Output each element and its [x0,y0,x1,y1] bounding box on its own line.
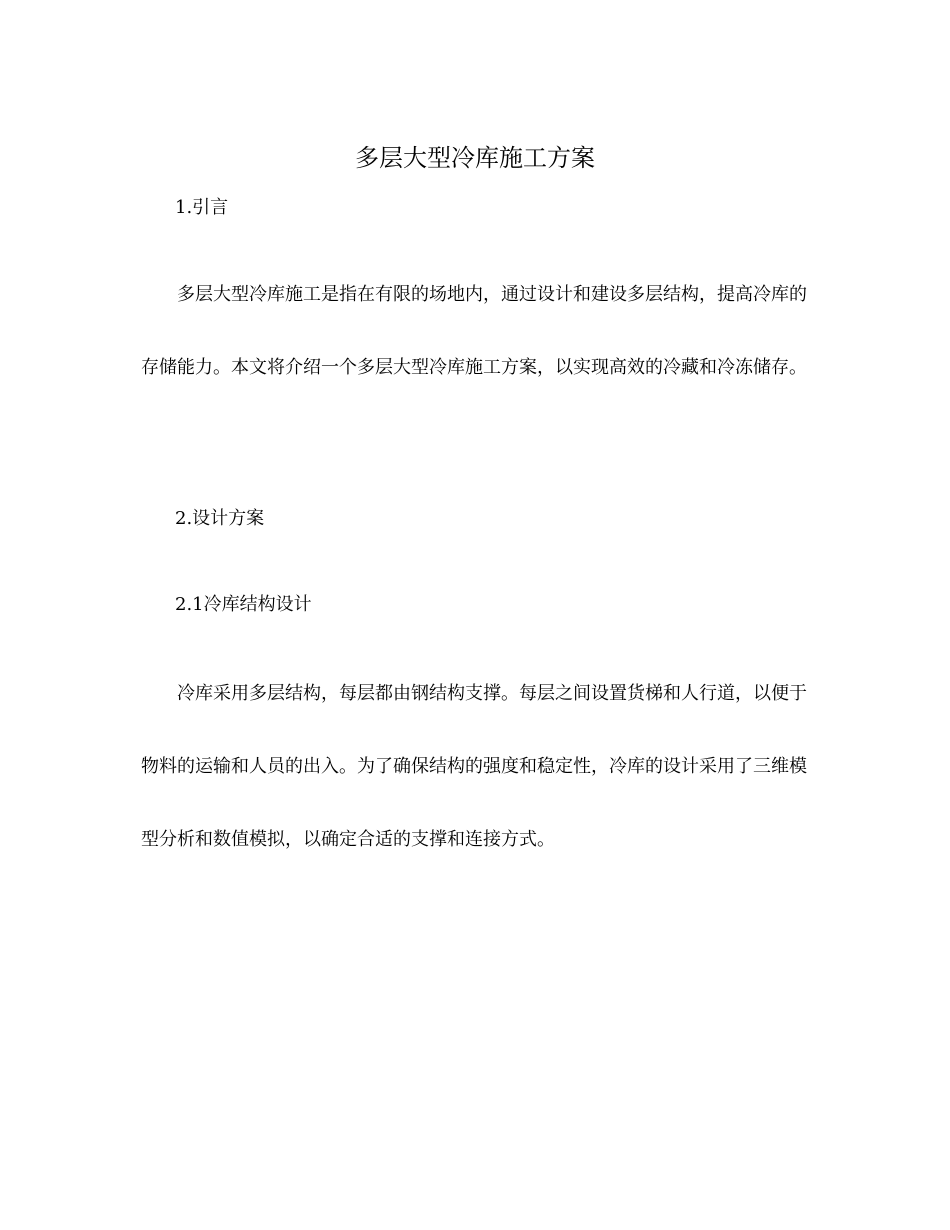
section-2-heading: 2.设计方案 [175,508,265,529]
document-title: 多层大型冷库施工方案 [355,144,595,172]
section-2-1-paragraph: 冷库采用多层结构，每层都由钢结构支撑。每层之间设置货梯和人行道，以便于物料的运输和人员的出入。为了确保结构的强度和稳定性，冷库的设计采用了三维模型分析和数值模拟，以确定合适的支撑和连接方式。 [141,683,807,850]
section-1-paragraph: 多层大型冷库施工是指在有限的场地内，通过设计和建设多层结构，提高冷库的存储能力。本文将介绍一个多层大型冷库施工方案，以实现高效的冷藏和冷冻储存。 [141,284,807,378]
section-1-heading: 1.引言 [175,197,229,218]
section-2-1-heading: 2.1冷库结构设计 [175,594,312,615]
